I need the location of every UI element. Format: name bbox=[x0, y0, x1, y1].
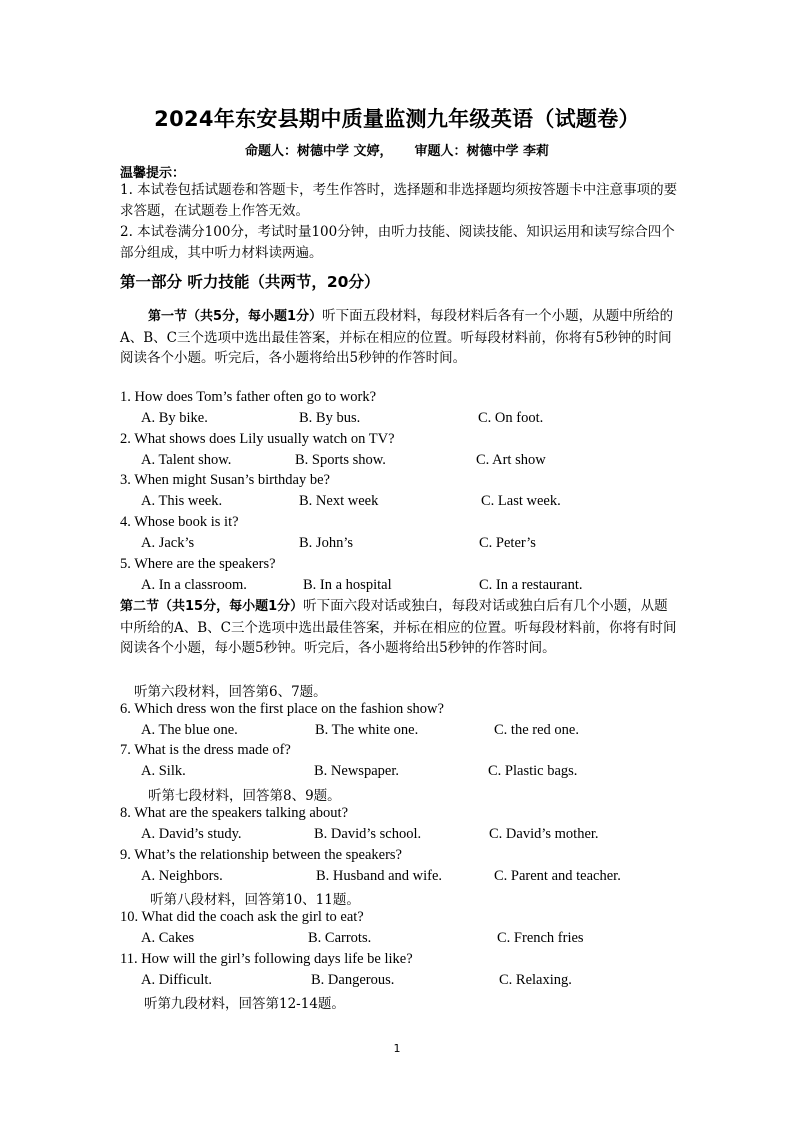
section1-heading: 第一节（共5分，每小题1分） bbox=[148, 309, 323, 324]
listen-note-6: 听第六段材料，回答第6、7题。 bbox=[134, 684, 327, 700]
q10-option-a: A. Cakes bbox=[141, 930, 195, 946]
section2-text: 听下面六段对话或独白，每段对话或独白后有几个小题，从题中所给的A、B、C三个选项中选出最佳答案，并标在相应的位置。听每段材料前，你将有时间阅读各个小题，每小题5秒钟。听完后，各小题将给出5秒钟的作答时间。 bbox=[120, 598, 677, 657]
q11-option-b: B. Dangerous. bbox=[311, 972, 395, 988]
question-10: 10. What did the coach ask the girl to eat? bbox=[120, 909, 364, 925]
q8-option-b: B. David’s school. bbox=[314, 826, 422, 842]
question-4: 4. Whose book is it? bbox=[120, 514, 239, 530]
q7-option-a: A. Silk. bbox=[141, 763, 186, 779]
authors-line bbox=[0, 140, 794, 159]
q2-option-a: A. Talent show. bbox=[141, 452, 232, 468]
q9-option-b: B. Husband and wife. bbox=[316, 868, 443, 884]
q9-option-a: A. Neighbors. bbox=[141, 868, 223, 884]
q8-option-a: A. David’s study. bbox=[141, 826, 242, 842]
question-9: 9. What’s the relationship between the speakers? bbox=[120, 847, 402, 863]
q4-option-a: A. Jack’s bbox=[141, 535, 195, 551]
tips-heading: 温馨提示： bbox=[120, 166, 186, 181]
q10-option-b: B. Carrots. bbox=[308, 930, 372, 946]
q5-option-c: C. In a restaurant. bbox=[479, 577, 583, 593]
section1-text: 听下面五段材料，每段材料后各有一个小题，从题中所给的A、B、C三个选项中选出最佳答案，并标在相应的位置。听每段材料前，你将有5秒钟的时间阅读各个小题。听完后，各小题将给出5秒钟的作答时间。 bbox=[120, 308, 674, 367]
section2-instructions bbox=[120, 596, 680, 659]
tip-1: 1. 本试卷包括试题卷和答题卡，考生作答时，选择题和非选择题均须按答题卡中注意事项的要求答题，在试题卷上作答无效。 bbox=[120, 182, 678, 219]
q1-option-a: A. By bike. bbox=[141, 410, 208, 426]
q6-option-b: B. The white one. bbox=[315, 722, 419, 738]
question-11: 11. How will the girl’s following days life be like? bbox=[120, 951, 413, 967]
q11-option-a: A. Difficult. bbox=[141, 972, 213, 988]
q6-option-c: C. the red one. bbox=[494, 722, 579, 738]
q8-option-c: C. David’s mother. bbox=[489, 826, 599, 842]
listen-note-8: 听第八段材料，回答第10、11题。 bbox=[150, 892, 360, 908]
q1-option-b: B. By bus. bbox=[299, 410, 361, 426]
question-2: 2. What shows does Lily usually watch on TV? bbox=[120, 431, 395, 447]
q1-option-c: C. On foot. bbox=[478, 410, 544, 426]
question-5: 5. Where are the speakers? bbox=[120, 556, 276, 572]
q3-option-a: A. This week. bbox=[141, 493, 223, 509]
listen-note-7: 听第七段材料，回答第8、9题。 bbox=[148, 788, 341, 804]
q3-option-c: C. Last week. bbox=[481, 493, 561, 509]
question-1: 1. How does Tom’s father often go to work? bbox=[120, 389, 377, 405]
q11-option-c: C. Relaxing. bbox=[499, 972, 572, 988]
q4-option-b: B. John’s bbox=[299, 535, 353, 551]
q7-option-c: C. Plastic bags. bbox=[488, 763, 578, 779]
section1-instructions bbox=[120, 306, 680, 369]
reviewer-label: 审题人：树德中学 李莉 bbox=[414, 144, 550, 159]
question-8: 8. What are the speakers talking about? bbox=[120, 805, 349, 821]
q6-option-a: A. The blue one. bbox=[141, 722, 238, 738]
question-3: 3. When might Susan’s birthday be? bbox=[120, 472, 330, 488]
exam-title: 2024年东安县期中质量监测九年级英语（试题卷） bbox=[154, 107, 640, 131]
q10-option-c: C. French fries bbox=[497, 930, 584, 946]
question-7: 7. What is the dress made of? bbox=[120, 742, 291, 758]
setter-label: 命题人：树德中学 文婷， bbox=[244, 144, 393, 159]
listen-note-9: 听第九段材料，回答第12-14题。 bbox=[144, 996, 345, 1012]
q2-option-b: B. Sports show. bbox=[295, 452, 386, 468]
q2-option-c: C. Art show bbox=[476, 452, 546, 468]
q3-option-b: B. Next week bbox=[299, 493, 379, 509]
tip-2: 2. 本试卷满分100分，考试时量100分钟，由听力技能、阅读技能、知识运用和读写综合四个部分组成，其中听力材料读两遍。 bbox=[120, 224, 675, 261]
page-number: 1 bbox=[393, 1042, 401, 1055]
section2-heading: 第二节（共15分，每小题1分） bbox=[120, 599, 304, 614]
q9-option-c: C. Parent and teacher. bbox=[494, 868, 621, 884]
q4-option-c: C. Peter’s bbox=[479, 535, 536, 551]
part1-title: 第一部分 听力技能（共两节，20分） bbox=[120, 273, 380, 291]
q5-option-b: B. In a hospital bbox=[303, 577, 392, 593]
q7-option-b: B. Newspaper. bbox=[314, 763, 399, 779]
q5-option-a: A. In a classroom. bbox=[141, 577, 247, 593]
question-6: 6. Which dress won the first place on the fashion show? bbox=[120, 701, 444, 717]
